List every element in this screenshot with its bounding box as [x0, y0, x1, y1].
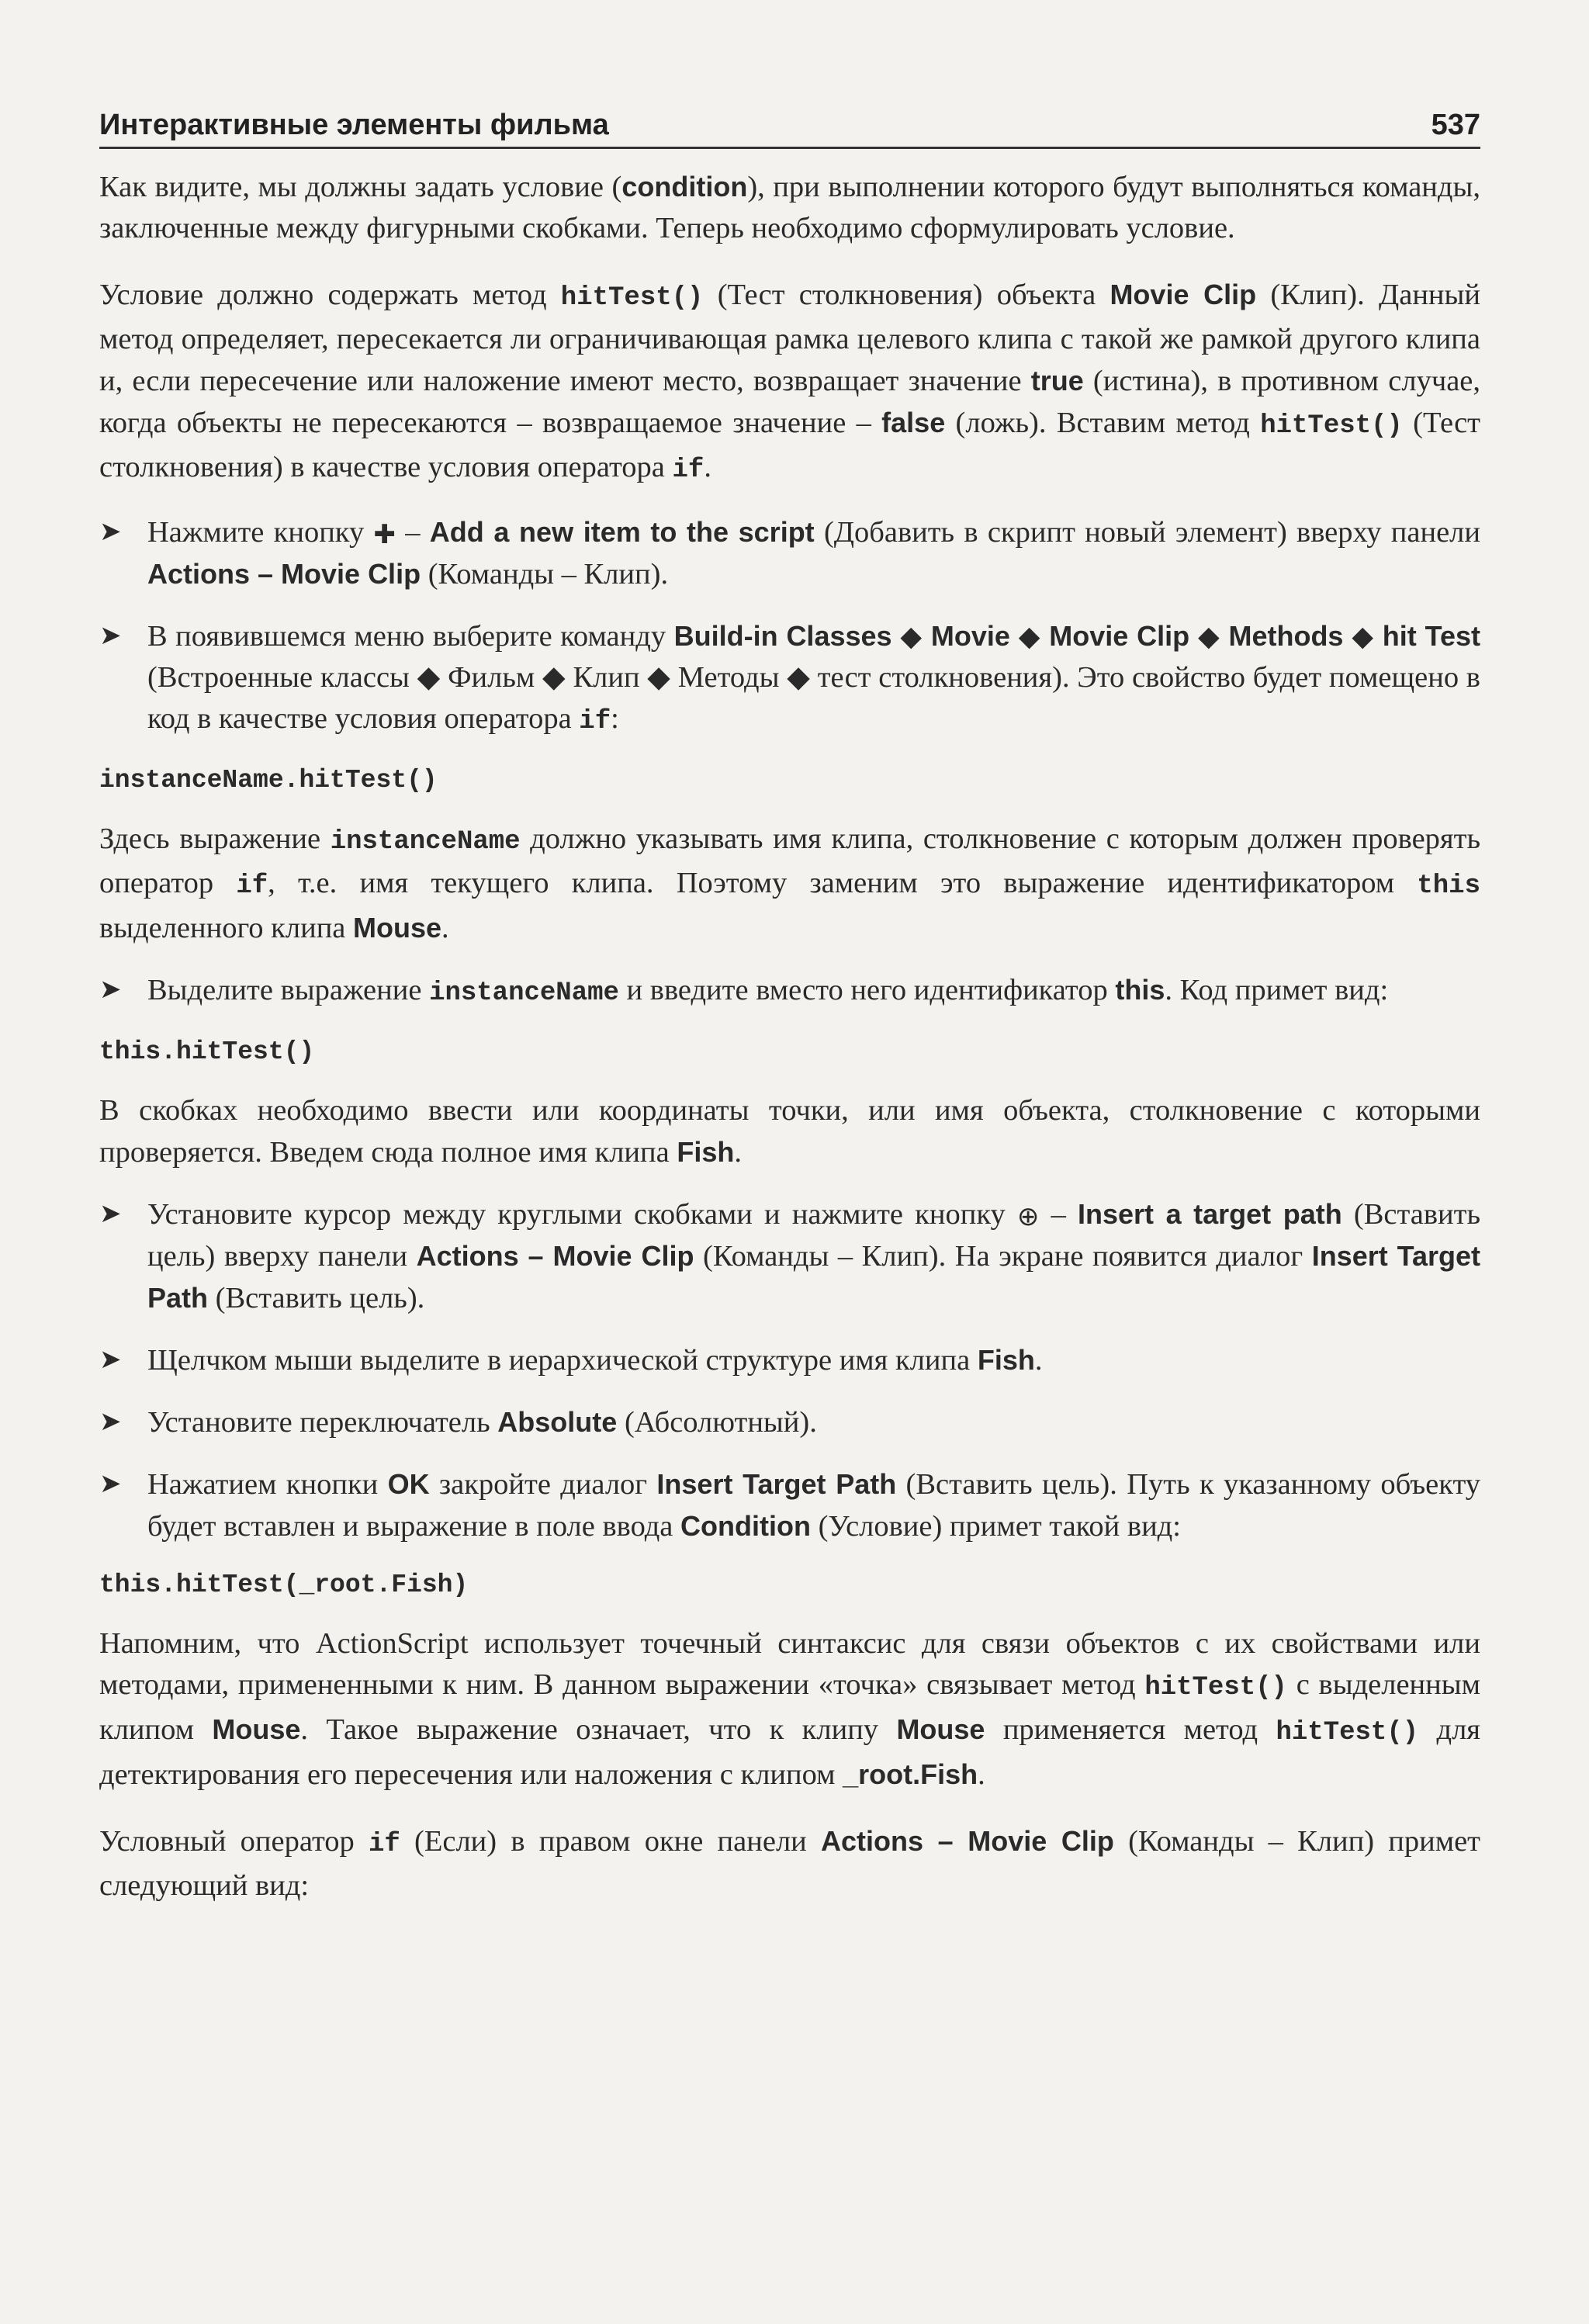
menu-path: Build-in Classes ◆ Movie ◆ Movie Clip ◆ Methods ◆ hit Test — [673, 620, 1480, 652]
arrow-bullet-icon: ➤ — [99, 1468, 122, 1499]
list-item: ➤ Щелчком мыши выделите в иерархической структуре имя клипа Fish. — [99, 1339, 1480, 1381]
term-absolute: Absolute — [497, 1406, 618, 1438]
term-insert-target-path: Insert a target path — [1078, 1198, 1342, 1230]
code-instance-name: instanceName — [330, 827, 521, 857]
paragraph-target-object: В скобках необходимо ввести или координаты точки, или имя объекта, столкновение с которыми проверяется. Введем сюда полное имя клипа Fish. — [99, 1094, 1480, 1169]
code-line: instanceName.hitTest() — [99, 766, 438, 795]
arrow-bullet-icon: ➤ — [99, 1344, 122, 1375]
code-hittest: hitTest() — [1260, 411, 1403, 441]
book-page — [99, 109, 1480, 1907]
code-hittest: hitTest() — [560, 283, 704, 313]
code-instance-name: instanceName — [429, 978, 619, 1008]
term-dialog-name: Insert Target Path — [656, 1468, 897, 1500]
term-movie-clip: Movie Clip — [1110, 279, 1257, 310]
paragraph-if-result: Условный оператор if (Если) в правом окне панели Actions – Movie Clip (Команды – Клип) примет следующий вид: — [99, 1825, 1481, 1902]
term-mouse: Mouse — [896, 1713, 985, 1745]
list-item: ➤ Выделите выражение instanceName и введите вместо него идентификатор this. Код примет вид: — [99, 969, 1480, 1014]
chapter-title: Интерактивные элементы фильма — [99, 109, 609, 141]
page-number: 537 — [1431, 109, 1480, 141]
arrow-bullet-icon: ➤ — [99, 620, 122, 651]
term-mouse: Mouse — [353, 912, 442, 944]
running-header — [99, 109, 1480, 149]
arrow-bullet-icon: ➤ — [99, 516, 122, 547]
list-item: ➤ Нажмите кнопку ✚ – Add a new item to the script (Добавить в скрипт новый элемент) вверху панели Actions – Movie Clip (Команды – Клип). — [99, 511, 1480, 595]
paragraph-dot-syntax: Напомним, что ActionScript использует точечный синтаксис для связи объектов с их свойствами или методами, примененными к ним. В данном выражении «точка» связывает метод hitTest() с выделенным клипом Mouse. Такое выражение означает, что к клипу Mouse применяется метод hitTest() для детектирования его пересечения или наложения с клипом _root.Fish. — [99, 1627, 1481, 1791]
code-if: if — [672, 455, 704, 485]
list-item: ➤ В появившемся меню выберите команду Build-in Classes ◆ Movie ◆ Movie Clip ◆ Methods ◆ hit Test (Встроенные классы ◆ Фильм ◆ Клип ◆ Методы ◆ тест столкновения). Это свойство будет помещено в код в качестве условия оператора if: — [99, 615, 1480, 743]
term-this: this — [1115, 974, 1165, 1006]
term-condition-field: Condition — [680, 1510, 811, 1542]
code-line: this.hitTest() — [99, 1037, 315, 1066]
target-path-icon: ⊕ — [1016, 1201, 1040, 1233]
term-fish: Fish — [677, 1136, 735, 1168]
paragraph-instance-name: Здесь выражение instanceName должно указывать имя клипа, столкновение с которым должен проверять оператор if, т.е. имя текущего клипа. Поэтому заменим это выражение идентификатором this выделенного клипа Mouse. — [99, 823, 1480, 944]
list-item: ➤ Нажатием кнопки OK закройте диалог Insert Target Path (Вставить цель). Путь к указанному объекту будет вставлен и выражение в поле ввода Condition (Условие) примет такой вид: — [99, 1463, 1480, 1547]
paragraph-condition-intro: Как видите, мы должны задать условие (condition), при выполнении которого будут выполняться команды, заключенные между фигурными скобками. Теперь необходимо сформулировать условие. — [99, 171, 1480, 244]
term-actions-panel: Actions – Movie Clip — [147, 558, 421, 590]
code-hittest: hitTest() — [1276, 1718, 1419, 1747]
term-ok: OK — [387, 1468, 430, 1500]
list-item: ➤ Установите переключатель Absolute (Абсолютный). — [99, 1401, 1480, 1443]
code-hittest: hitTest() — [1144, 1673, 1287, 1702]
term-dialog-name: Insert Target Path — [147, 1240, 1480, 1314]
code-if: if — [236, 871, 268, 901]
term-add-new-item: Add a new item to the script — [429, 516, 815, 548]
list-item: ➤ Установите курсор между круглыми скобками и нажмите кнопку ⊕ – Insert a target path (Вставить цель) вверху панели Actions – Movie Clip (Команды – Клип). На экране появится диалог Insert Target Path (Вставить цель). — [99, 1193, 1480, 1319]
code-line: this.hitTest(_root.Fish) — [99, 1571, 469, 1599]
term-false: false — [881, 407, 946, 438]
term-root-fish: _root.Fish — [843, 1758, 978, 1790]
arrow-bullet-icon: ➤ — [99, 974, 122, 1005]
term-actions-panel: Actions – Movie Clip — [416, 1240, 694, 1272]
code-this: this — [1417, 871, 1480, 901]
code-if: if — [579, 707, 611, 736]
add-item-icon: ✚ — [373, 519, 396, 551]
arrow-bullet-icon: ➤ — [99, 1198, 122, 1229]
term-true: true — [1030, 365, 1084, 397]
term-mouse: Mouse — [212, 1713, 301, 1745]
code-if: if — [369, 1830, 400, 1859]
term-fish: Fish — [977, 1344, 1035, 1376]
term-actions-panel: Actions – Movie Clip — [821, 1825, 1114, 1857]
term-condition: condition — [621, 171, 748, 203]
paragraph-hittest-description: Условие должно содержать метод hitTest() (Тест столкновения) объекта Movie Clip (Клип). Данный метод определяет, пересекается ли ограничивающая рамка целевого клипа с такой же рамкой другого клипа и, если пересечение или наложение имеют место, возвращает значение true (истина), в противном случае, когда объекты не пересекаются – возвращаемое значение – false (ложь). Вставим метод hitTest() (Тест столкновения) в качестве условия оператора if. — [99, 279, 1480, 485]
arrow-bullet-icon: ➤ — [99, 1406, 122, 1437]
